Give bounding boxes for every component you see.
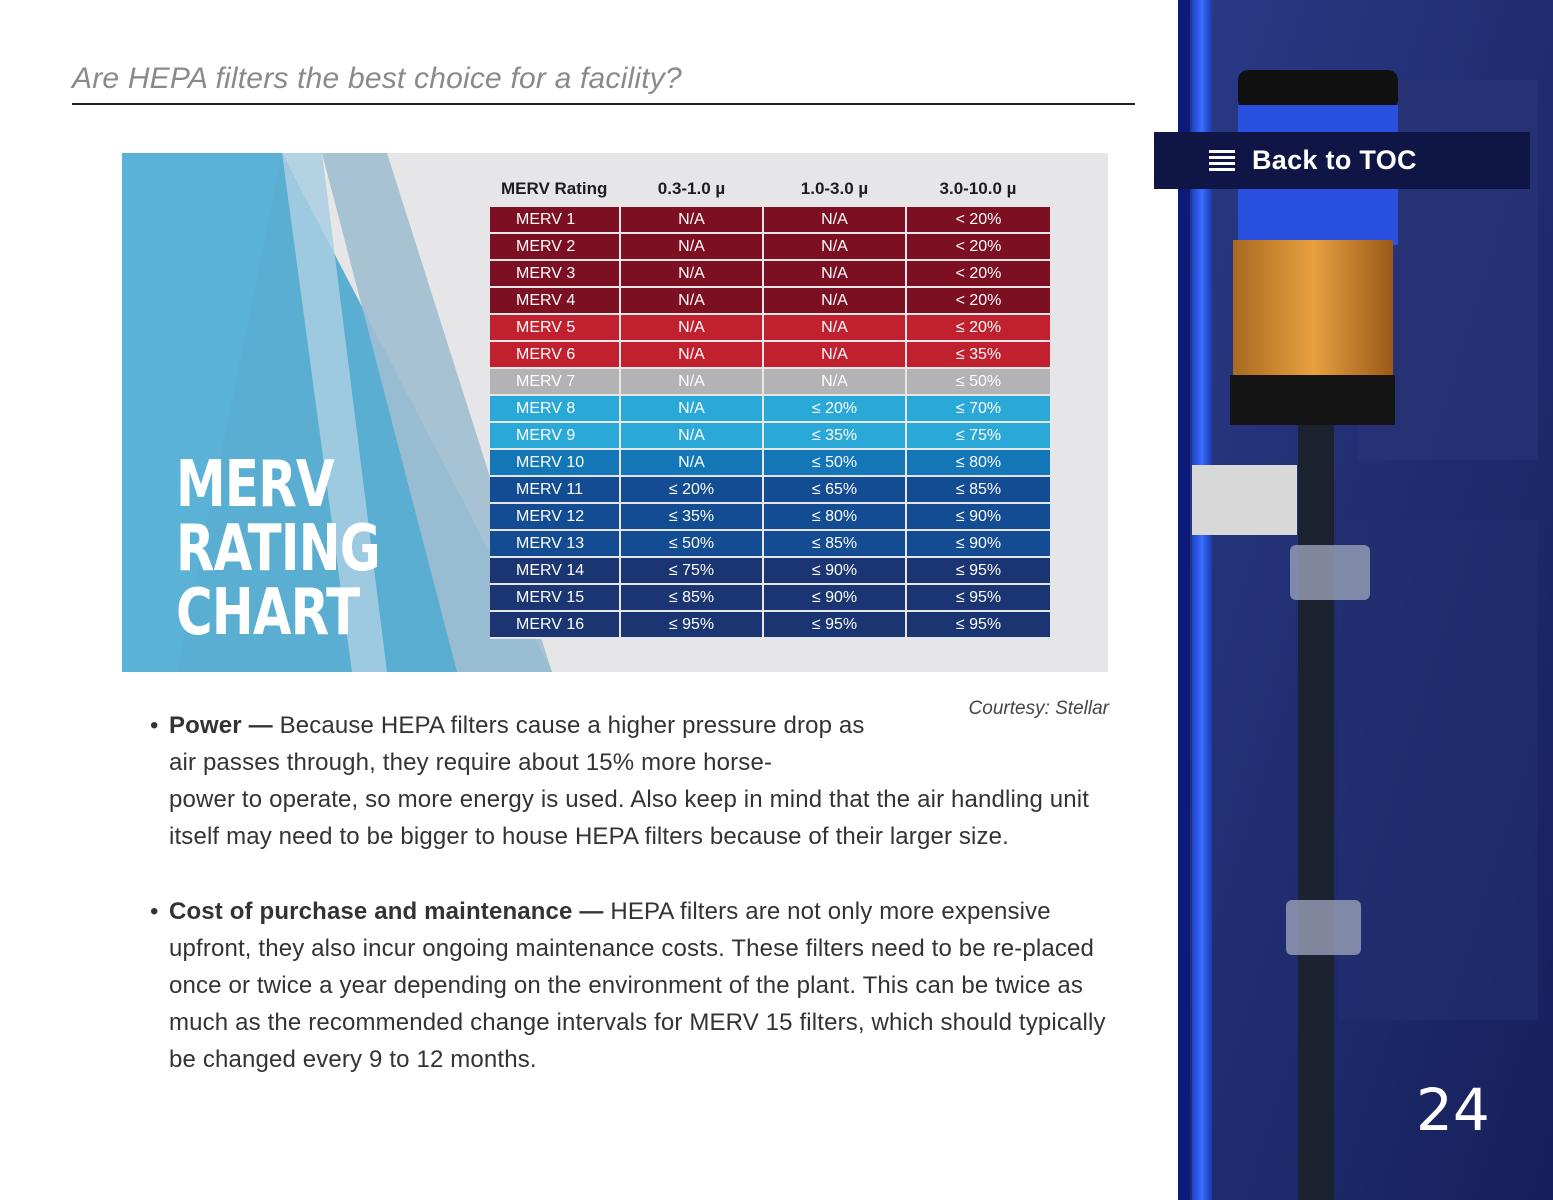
merv-efficiency-cell: ≤ 90% xyxy=(763,584,906,611)
merv-efficiency-cell: ≤ 90% xyxy=(906,503,1050,530)
merv-efficiency-cell: ≤ 20% xyxy=(763,395,906,422)
merv-efficiency-cell: N/A xyxy=(620,341,763,368)
merv-efficiency-cell: N/A xyxy=(763,233,906,260)
header-3-0-10-0: 3.0-10.0 µ xyxy=(939,179,1017,198)
merv-rating-cell: MERV 15 xyxy=(490,584,620,611)
merv-rating-cell: MERV 7 xyxy=(490,368,620,395)
merv-table-row xyxy=(490,341,1050,368)
merv-efficiency-cell: N/A xyxy=(763,260,906,287)
merv-efficiency-cell: ≤ 95% xyxy=(620,611,763,638)
merv-table-row xyxy=(490,476,1050,503)
bullet-dot: • xyxy=(150,898,159,925)
merv-efficiency-cell: N/A xyxy=(763,368,906,395)
merv-efficiency-cell: ≤ 90% xyxy=(906,530,1050,557)
bullet-cost-title: Cost of purchase and maintenance — xyxy=(169,898,604,925)
merv-efficiency-cell: ≤ 35% xyxy=(763,422,906,449)
header-0-3-1-0: 0.3-1.0 µ xyxy=(657,179,726,198)
merv-efficiency-cell: ≤ 85% xyxy=(620,584,763,611)
merv-efficiency-cell: ≤ 85% xyxy=(763,530,906,557)
merv-efficiency-cell: N/A xyxy=(620,422,763,449)
merv-table-row xyxy=(490,368,1050,395)
merv-efficiency-cell: ≤ 85% xyxy=(906,476,1050,503)
page-number: 24 xyxy=(1416,1076,1490,1144)
merv-efficiency-cell: ≤ 95% xyxy=(763,611,906,638)
merv-efficiency-cell: ≤ 35% xyxy=(620,503,763,530)
header-1-0-3-0: 1.0-3.0 µ xyxy=(800,179,869,198)
merv-efficiency-cell: N/A xyxy=(763,314,906,341)
header-merv-rating: MERV Rating xyxy=(501,179,608,198)
merv-efficiency-cell: < 20% xyxy=(906,287,1050,314)
chart-title-line: MERV xyxy=(176,448,334,522)
chart-title xyxy=(176,448,380,650)
merv-rating-cell: MERV 11 xyxy=(490,476,620,503)
merv-rating-cell: MERV 3 xyxy=(490,260,620,287)
merv-rating-cell: MERV 9 xyxy=(490,422,620,449)
merv-efficiency-cell: ≤ 80% xyxy=(906,449,1050,476)
merv-efficiency-cell: N/A xyxy=(620,233,763,260)
merv-efficiency-cell: ≤ 75% xyxy=(620,557,763,584)
bullet-power-text: power to operate, so more energy is used. Also keep in mind that the air handling unit itself may need to be bigger to house HEPA filters because of their larger size. xyxy=(169,786,1090,850)
merv-rating-cell: MERV 2 xyxy=(490,233,620,260)
merv-chart-figure xyxy=(122,153,1108,672)
merv-table-row xyxy=(490,422,1050,449)
back-to-toc-button[interactable] xyxy=(1154,132,1530,189)
merv-rating-cell: MERV 4 xyxy=(490,287,620,314)
merv-efficiency-cell: N/A xyxy=(620,449,763,476)
merv-rating-cell: MERV 6 xyxy=(490,341,620,368)
merv-table-row xyxy=(490,449,1050,476)
merv-efficiency-cell: N/A xyxy=(620,287,763,314)
bullet-power xyxy=(150,707,1109,855)
merv-efficiency-cell: ≤ 95% xyxy=(906,557,1050,584)
merv-efficiency-cell: ≤ 50% xyxy=(620,530,763,557)
merv-efficiency-cell: N/A xyxy=(763,341,906,368)
merv-efficiency-cell: N/A xyxy=(620,207,763,233)
page-heading: Are HEPA filters the best choice for a facility? xyxy=(72,62,682,95)
merv-rating-cell: MERV 5 xyxy=(490,314,620,341)
chart-title-line: CHART xyxy=(176,576,360,650)
bullet-power-lead xyxy=(169,707,869,781)
merv-table-row xyxy=(490,530,1050,557)
merv-rating-cell: MERV 16 xyxy=(490,611,620,638)
list-icon xyxy=(1209,150,1235,172)
merv-table-row xyxy=(490,557,1050,584)
merv-efficiency-cell: N/A xyxy=(620,368,763,395)
heading-divider xyxy=(72,103,1135,105)
merv-efficiency-cell: < 20% xyxy=(906,207,1050,233)
merv-efficiency-cell: ≤ 95% xyxy=(906,611,1050,638)
merv-efficiency-cell: N/A xyxy=(763,207,906,233)
bullet-power-text-start: Because HEPA filters cause a higher pressure drop as air passes through, they require about 15% more horse- xyxy=(169,712,865,776)
merv-rating-cell: MERV 13 xyxy=(490,530,620,557)
bullet-cost xyxy=(150,893,1109,1078)
merv-efficiency-cell: < 20% xyxy=(906,260,1050,287)
merv-table-row xyxy=(490,314,1050,341)
merv-table-row xyxy=(490,611,1050,638)
merv-rating-cell: MERV 8 xyxy=(490,395,620,422)
merv-table-row xyxy=(490,287,1050,314)
merv-efficiency-cell: ≤ 50% xyxy=(906,368,1050,395)
merv-table xyxy=(490,171,1050,639)
merv-efficiency-cell: N/A xyxy=(620,395,763,422)
merv-table-row xyxy=(490,503,1050,530)
merv-table-row xyxy=(490,233,1050,260)
merv-rating-cell: MERV 10 xyxy=(490,449,620,476)
merv-efficiency-cell: N/A xyxy=(763,287,906,314)
back-to-toc-label: Back to TOC xyxy=(1252,145,1417,175)
merv-rating-cell: MERV 1 xyxy=(490,207,620,233)
merv-table-row xyxy=(490,260,1050,287)
merv-efficiency-cell: ≤ 70% xyxy=(906,395,1050,422)
merv-table-row xyxy=(490,395,1050,422)
merv-efficiency-cell: ≤ 65% xyxy=(763,476,906,503)
merv-efficiency-cell: ≤ 80% xyxy=(763,503,906,530)
merv-table-header-row xyxy=(490,171,1050,207)
merv-efficiency-cell: N/A xyxy=(620,260,763,287)
merv-table-row xyxy=(490,207,1050,233)
merv-efficiency-cell: N/A xyxy=(620,314,763,341)
bullet-power-title: Power — xyxy=(169,712,273,739)
merv-rating-cell: MERV 14 xyxy=(490,557,620,584)
merv-efficiency-cell: ≤ 95% xyxy=(906,584,1050,611)
merv-efficiency-cell: ≤ 90% xyxy=(763,557,906,584)
merv-rating-cell: MERV 12 xyxy=(490,503,620,530)
bullet-cost-text: HEPA filters are not only more expensive upfront, they also incur ongoing maintenance costs. These filters need to be re-placed once or twice a year depending on the environment of the plant. This can be twice as much as the recommended change intervals for MERV 15 filters, which should typically be changed every 9 to 12 months. xyxy=(169,898,1106,1073)
merv-efficiency-cell: ≤ 20% xyxy=(906,314,1050,341)
merv-efficiency-cell: ≤ 50% xyxy=(763,449,906,476)
bullet-dot: • xyxy=(150,712,159,739)
merv-efficiency-cell: ≤ 35% xyxy=(906,341,1050,368)
merv-table-row xyxy=(490,584,1050,611)
image-credit: Courtesy: Stellar xyxy=(968,698,1109,719)
merv-efficiency-cell: ≤ 20% xyxy=(620,476,763,503)
merv-efficiency-cell: ≤ 75% xyxy=(906,422,1050,449)
merv-table-body xyxy=(490,207,1050,638)
merv-efficiency-cell: < 20% xyxy=(906,233,1050,260)
chart-title-line: RATING xyxy=(176,512,380,586)
